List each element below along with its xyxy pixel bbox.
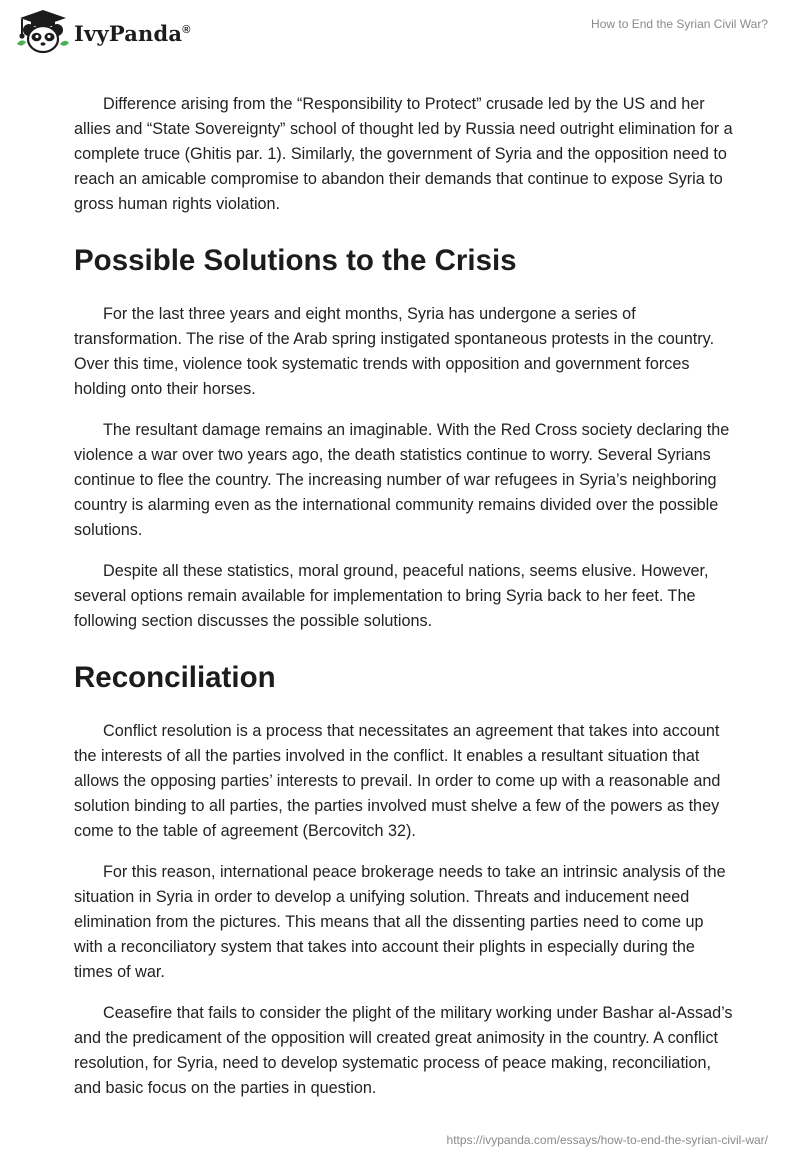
- paragraph: Despite all these statistics, moral ground, peaceful nations, seems elusive. However, several options remain available for implementation to bring Syria back to her feet. The following section discusses the possible solutions.: [74, 562, 709, 630]
- brand-name: IvyPanda®: [74, 20, 191, 46]
- page-header: [0, 0, 800, 70]
- paragraph: For this reason, international peace brokerage needs to take an intrinsic analysis of the situation in Syria in order to develop a unifying solution. Threats and inducement need elimination from the pictures. This means that all the dissenting parties need to come up with a reconciliatory system that takes into account their plights in especially during the times of war.: [74, 863, 726, 981]
- section-heading-reconciliation: Reconciliation: [74, 661, 276, 694]
- article-body: [74, 92, 734, 1117]
- registered-mark: ®: [182, 23, 191, 36]
- intro-paragraph: Difference arising from the “Responsibility to Protect” crusade led by the US and her allies and “State Sovereignty” school of thought led by Russia need outright elimination for a complete truce (Ghitis par. 1). Similarly, the government of Syria and the opposition need to reach an amicable compromise to abandon their demands that continue to expose Syria to gross human rights violation.: [74, 95, 733, 213]
- document-title: How to End the Syrian Civil War?: [591, 17, 768, 31]
- source-url[interactable]: https://ivypanda.com/essays/how-to-end-the-syrian-civil-war/: [446, 1133, 768, 1147]
- brand-logo[interactable]: [14, 10, 191, 56]
- paragraph: The resultant damage remains an imaginable. With the Red Cross society declaring the violence a war over two years ago, the death statistics continue to worry. Several Syrians continue to flee the country. The increasing number of war refugees in Syria’s neighboring country is alarming even as the international community remains divided over the possible solutions.: [74, 421, 730, 539]
- section-heading-possible-solutions: Possible Solutions to the Crisis: [74, 244, 517, 277]
- paragraph: Ceasefire that fails to consider the plight of the military working under Bashar al-Assad’s and the predicament of the opposition will created great animosity in the country. A conflict resolution, for Syria, need to develop systematic process of peace making, reconciliation, and basic focus on the parties in question.: [74, 1004, 733, 1097]
- paragraph: For the last three years and eight months, Syria has undergone a series of transformation. The rise of the Arab spring instigated spontaneous protests in the country. Over this time, violence took systematic trends with opposition and government forces holding onto their horses.: [74, 305, 715, 398]
- panda-graduate-icon: [14, 8, 72, 59]
- paragraph: Conflict resolution is a process that necessitates an agreement that takes into account the interests of all the parties involved in the conflict. It enables a resultant situation that allows the opposing parties’ interests to prevail. In order to come up with a reasonable and solution binding to all parties, the parties involved must shelve a few of the powers as they come to the table of agreement (Bercovitch 32).: [74, 722, 721, 840]
